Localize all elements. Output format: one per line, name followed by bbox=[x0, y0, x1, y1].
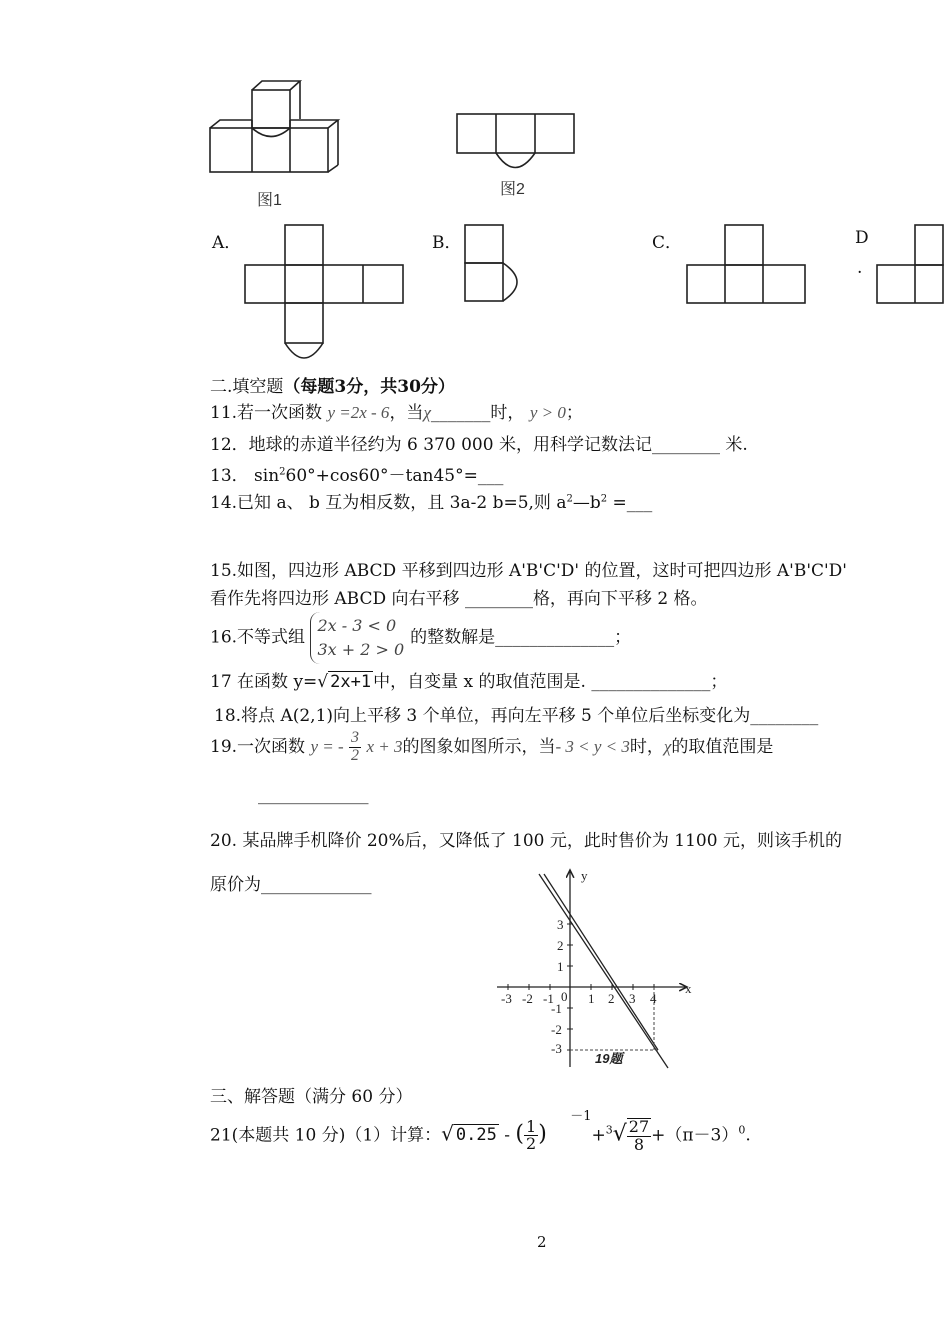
inequality-system: 2x - 3 < 0 3x + 2 > 0 bbox=[310, 612, 410, 664]
question-15-line-2: 看作先将四边形 ABCD 向右平移 ________格，再向下平移 2 格。 bbox=[210, 589, 708, 609]
question-12: 12．地球的赤道半径约为 6 370 000 米，用科学记数法记________ 米. bbox=[210, 435, 748, 455]
question-11: 11.若一次函数 y =2x - 6，当χ_______时， y > 0； bbox=[210, 403, 583, 423]
option-d-net bbox=[875, 223, 945, 305]
question-13: 13． $\sin^260^\circ+\cos 60^\circ-\tan 45^\circ=\_\_\_$ bbox=[210, 466, 504, 486]
question-14: 14.已知 a、 b 互为相反数，且 3a-2 b=5,则 $a^2—b^2$ =___ bbox=[210, 493, 653, 513]
y-tick-label: -1 bbox=[551, 1001, 562, 1016]
x-tick-label: 3 bbox=[629, 991, 636, 1006]
y-tick-label: 2 bbox=[557, 938, 564, 953]
answer-blank-16[interactable]: ______________ bbox=[495, 627, 615, 648]
answer-blank-13[interactable]: ___ bbox=[477, 466, 504, 486]
question-16: 16.不等式组 2x - 3 < 0 3x + 2 > 0的整数解是______________； bbox=[210, 612, 631, 664]
option-d-label: D bbox=[855, 228, 869, 248]
figure-1-solid bbox=[205, 75, 355, 185]
fraction-one-half: $\frac{1}{2}$ bbox=[526, 1116, 537, 1154]
answer-blank-17[interactable]: ______________ bbox=[591, 672, 711, 692]
figure-2-caption: 图2 bbox=[500, 181, 525, 198]
answer-blank-14[interactable]: ___ bbox=[626, 493, 653, 513]
sqrt-sign: √ bbox=[317, 672, 329, 692]
question-21: 21(本题共 10 分)（1）计算：√ 0.25 - ( $\frac{1}{2}$ ) $^{-1}$+$^3$√ $\frac{27}{8}$ $+(\pi-3)^0$. bbox=[210, 1108, 751, 1154]
answer-blank-12[interactable]: ________ bbox=[651, 435, 720, 455]
question-15-line-1: 15.如图，四边形 ABCD 平移到四边形 A'B'C'D' 的位置，这时可把四边形 A'B'C'D' bbox=[210, 561, 847, 581]
x-tick-label: 4 bbox=[650, 991, 657, 1006]
option-d-dot: . bbox=[857, 258, 863, 278]
section-2-heading: 二.填空题（每题3分，共30分） bbox=[210, 377, 455, 397]
origin-label: 0 bbox=[561, 989, 568, 1004]
answer-blank-18[interactable]: ________ bbox=[750, 706, 819, 726]
figure-2-net bbox=[455, 112, 580, 172]
y-tick-label: 3 bbox=[557, 917, 564, 932]
y-tick-label: -2 bbox=[551, 1022, 562, 1037]
fraction-27-8: $\frac{27}{8}$ bbox=[628, 1117, 650, 1154]
paren-close: ) bbox=[538, 1121, 547, 1147]
question-18: 18.将点 A(2,1)向上平移 3 个单位，再向左平移 5 个单位后坐标变化为________ bbox=[214, 706, 819, 726]
answer-blank-20[interactable]: _____________ bbox=[261, 875, 372, 895]
figure-1-caption: 图1 bbox=[257, 192, 282, 209]
y-tick-label: 1 bbox=[557, 959, 564, 974]
option-b-net bbox=[463, 223, 528, 305]
x-tick-label: 1 bbox=[588, 991, 595, 1006]
paren-open: ( bbox=[515, 1121, 525, 1147]
x-tick-label: 2 bbox=[608, 991, 615, 1006]
option-a-net bbox=[243, 223, 408, 368]
fraction-three-halves: $\frac{3}{2}$ bbox=[351, 729, 360, 764]
y-tick-label: -3 bbox=[551, 1041, 562, 1056]
cube-root-sign: √ bbox=[612, 1121, 627, 1147]
answer-blank-15[interactable]: ________ bbox=[464, 589, 533, 609]
question-17: 17 在函数 y=√ 2x+1 中，自变量 x 的取值范围是. ______________； bbox=[210, 672, 728, 692]
page-number: 2 bbox=[537, 1233, 547, 1251]
x-tick-label: -2 bbox=[522, 991, 533, 1006]
q19-graph bbox=[495, 862, 700, 1074]
question-20-line-2: 原价为_____________ bbox=[210, 875, 372, 895]
question-20-line-1: 20. 某品牌手机降价 20%后，又降低了 100 元，此时售价为 1100 元，则该手机的 bbox=[210, 831, 842, 851]
question-19: 19.一次函数 y = - $\frac{3}{2}$ x + 3的图象如图所示，当- 3 < y < 3时，χ的取值范围是 bbox=[210, 729, 774, 764]
x-tick-label: -1 bbox=[543, 991, 554, 1006]
option-a-label: A． bbox=[212, 233, 242, 253]
option-b-label: B． bbox=[432, 233, 462, 253]
answer-blank-11[interactable]: _______ bbox=[430, 403, 491, 423]
x-tick-label: -3 bbox=[501, 991, 512, 1006]
sqrt-sign: √ bbox=[441, 1121, 454, 1146]
option-c-net bbox=[685, 223, 809, 305]
section-3-heading: 三、解答题（满分 60 分） bbox=[210, 1087, 413, 1107]
answer-blank-19[interactable]: _____________ bbox=[258, 785, 369, 805]
graph-caption: 19题 bbox=[595, 1051, 623, 1066]
x-axis-label: x bbox=[685, 981, 692, 996]
option-c-label: C． bbox=[652, 233, 683, 253]
y-axis-label: y bbox=[581, 868, 588, 883]
